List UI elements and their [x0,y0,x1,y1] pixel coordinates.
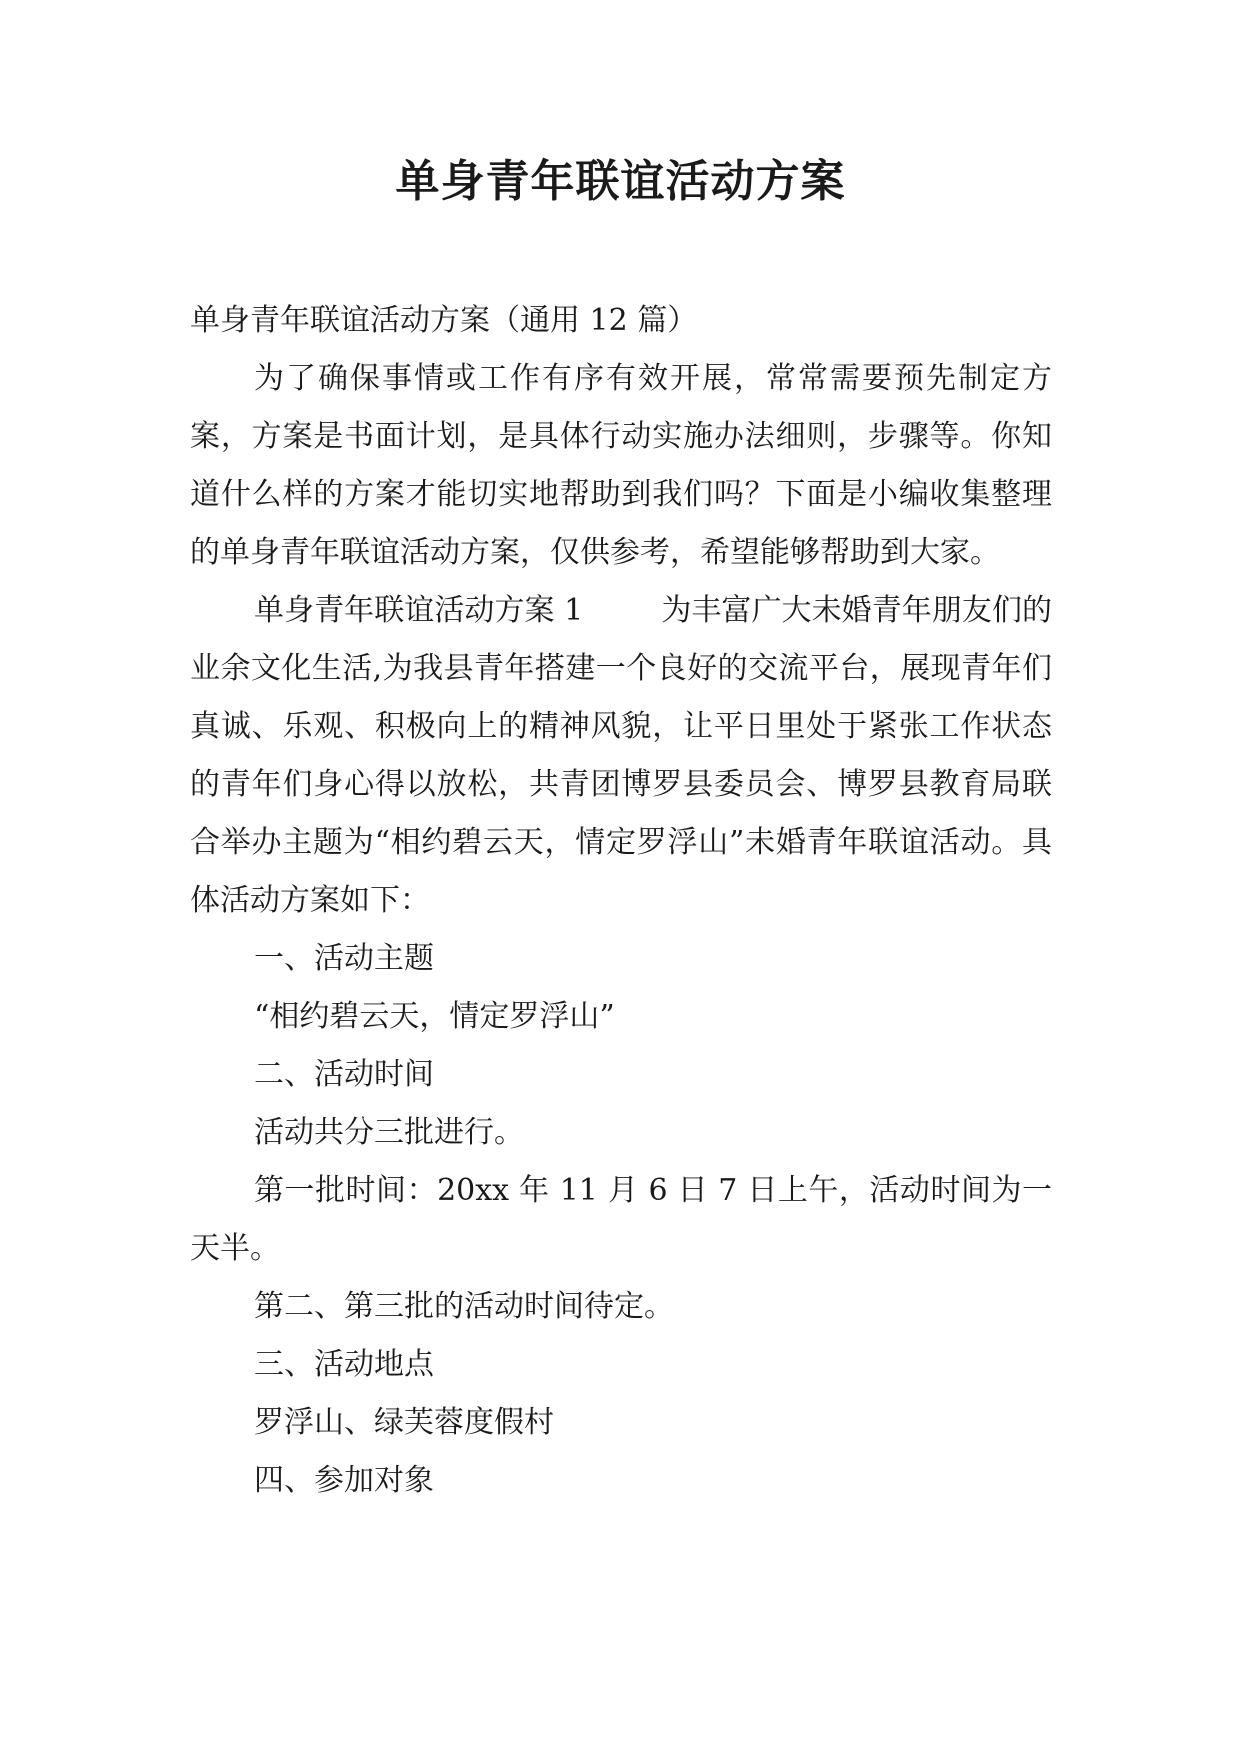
item-activity-time-heading: 二、活动时间 [254,1057,434,1092]
item-activity-batches: 活动共分三批进行。 [254,1115,524,1150]
item-first-batch-time: 第一批时间：20xx 年 11 月 6 日 7 日上午，活动时间为一天半。 [190,1173,1052,1266]
section-1-text: 为丰富广大未婚青年朋友们的业余文化生活,为我县青年搭建一个良好的交流平台，展现青年们真诚、乐观、积极向上的精神风貌，让平日里处于紧张工作状态的青年们身心得以放松，共青团博罗县委员会、博罗县教育局联合举办主题为“相约碧云天，情定罗浮山”未婚青年联谊活动。具体活动方案如下： [190,593,1053,918]
item-other-batches-time: 第二、第三批的活动时间待定。 [254,1289,674,1324]
section-1-paragraph [190,582,1052,930]
item-participants-heading: 四、参加对象 [254,1463,434,1498]
document-subtitle: 单身青年联谊活动方案（通用 12 篇） [190,303,698,338]
item-activity-theme-heading: 一、活动主题 [254,941,434,976]
document-body [190,292,1052,1510]
item-activity-location: 罗浮山、绿芙蓉度假村 [254,1405,554,1440]
item-activity-theme: “相约碧云天，情定罗浮山” [254,999,615,1034]
document-title: 单身青年联谊活动方案 [395,156,846,207]
section-1-heading: 单身青年联谊活动方案 1 [254,593,584,628]
intro-paragraph: 为了确保事情或工作有序有效开展，常常需要预先制定方案，方案是书面计划，是具体行动实施办法细则，步骤等。你知道什么样的方案才能切实地帮助到我们吗？下面是小编收集整理的单身青年联谊活动方案，仅供参考，希望能够帮助到大家。 [190,361,1052,570]
item-activity-location-heading: 三、活动地点 [254,1347,434,1382]
